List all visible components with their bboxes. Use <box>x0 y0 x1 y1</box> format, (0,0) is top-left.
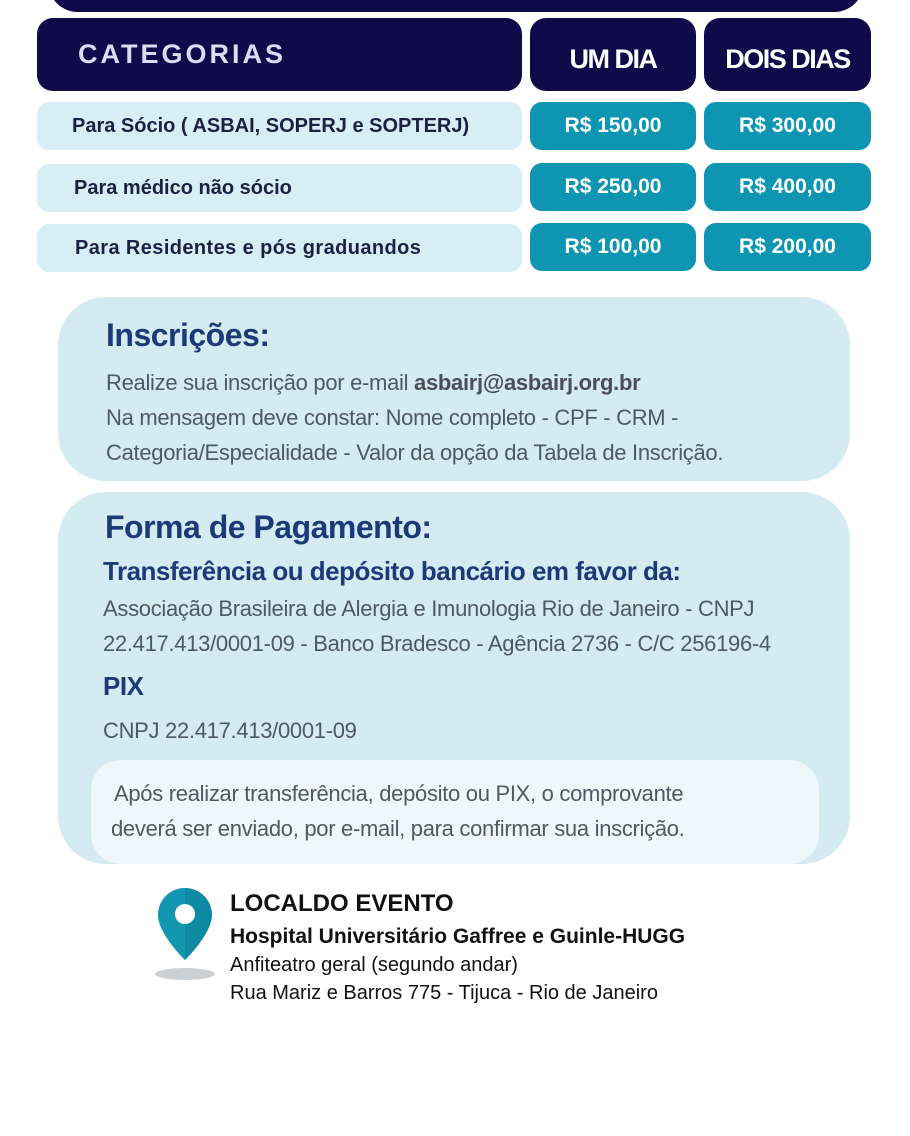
pix-value: CNPJ 22.417.413/0001-09 <box>103 718 357 743</box>
local-room: Anfiteatro geral (segundo andar) <box>230 954 518 976</box>
price-nao-socio-um-dia: R$ 250,00 <box>530 163 696 211</box>
pagamento-subtitle: Transferência ou depósito bancário em favor da: <box>103 556 681 586</box>
price-nao-socio-dois-dias: R$ 400,00 <box>704 163 871 211</box>
row-label-nao-socio: Para médico não sócio <box>37 164 522 212</box>
price-socio-um-dia: R$ 150,00 <box>530 102 696 150</box>
inscricoes-title: Inscrições: <box>106 317 270 353</box>
inscricoes-line2: Na mensagem deve constar: Nome completo - CPF - CRM - <box>106 405 679 430</box>
inscricoes-email[interactable]: asbairj@asbairj.org.br <box>414 370 641 395</box>
header-dois-dias: DOIS DIAS <box>704 18 871 91</box>
local-address: Rua Mariz e Barros 775 - Tijuca - Rio de Janeiro <box>230 982 658 1004</box>
note-line1: Após realizar transferência, depósito ou PIX, o comprovante <box>114 781 684 806</box>
pagamento-line1: Associação Brasileira de Alergia e Imunologia Rio de Janeiro - CNPJ <box>103 596 755 621</box>
row-label-socio: Para Sócio ( ASBAI, SOPERJ e SOPTERJ) <box>37 102 522 150</box>
inscricoes-line1 <box>106 365 640 400</box>
header-um-dia: UM DIA <box>530 18 696 91</box>
pix-label: PIX <box>103 671 144 701</box>
note-line2: deverá ser enviado, por e-mail, para confirmar sua inscrição. <box>111 816 685 841</box>
price-residentes-um-dia: R$ 100,00 <box>530 223 696 271</box>
local-hospital: Hospital Universitário Gaffree e Guinle-HUGG <box>230 925 686 948</box>
inscricoes-line3: Categoria/Especialidade - Valor da opção da Tabela de Inscrição. <box>106 440 724 465</box>
location-pin-icon <box>150 884 220 984</box>
pagamento-line2: 22.417.413/0001-09 - Banco Bradesco - Agência 2736 - C/C 256196-4 <box>103 631 771 656</box>
price-residentes-dois-dias: R$ 200,00 <box>704 223 871 271</box>
header-categorias: CATEGORIAS <box>37 18 522 91</box>
price-socio-dois-dias: R$ 300,00 <box>704 102 871 150</box>
row-label-residentes: Para Residentes e pós graduandos <box>37 224 522 272</box>
inscricoes-line1-text: Realize sua inscrição por e-mail <box>106 370 415 395</box>
local-title: LOCALDO EVENTO <box>230 890 454 917</box>
pagamento-title: Forma de Pagamento: <box>105 509 432 545</box>
top-banner-band <box>48 0 864 12</box>
